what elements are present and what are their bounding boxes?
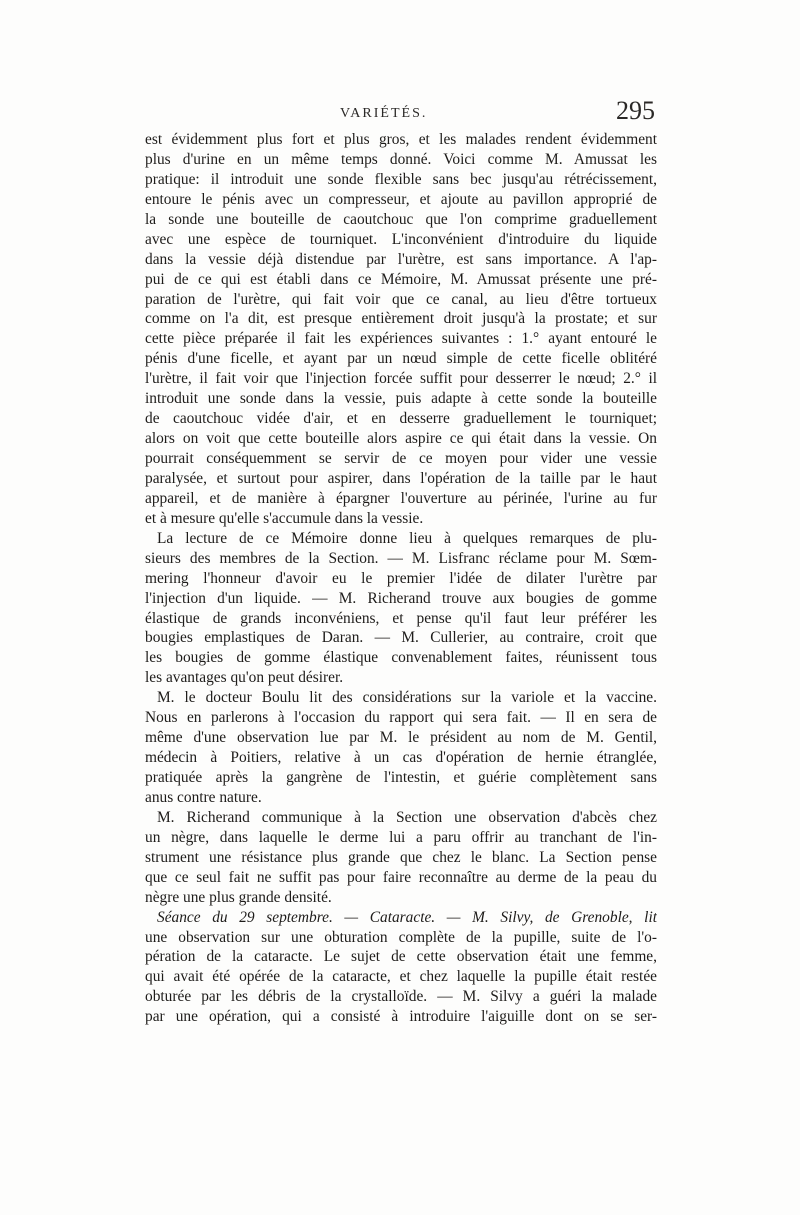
text-line: qui avait été opérée de la cataracte, et chez laquelle la pupille était restée xyxy=(145,968,657,986)
text-line: par une opération, qui a consisté à introduire l'aiguille dont on se ser- xyxy=(145,1008,657,1026)
text-line: entoure le pénis avec un compresseur, et ajoute au pavillon approprié de xyxy=(145,190,657,208)
text-line: plus d'urine en un même temps donné. Voici comme M. Amussat les xyxy=(145,150,657,168)
text-line: médecin à Poitiers, relative à un cas d'opération de hernie étranglée, xyxy=(145,749,657,767)
text-line: paralysée, et surtout pour aspirer, dans l'opération de la taille par le haut xyxy=(145,469,657,487)
text-line: pourrait conséquemment se servir de ce moyen pour vider une vessie xyxy=(145,450,657,467)
text-line: les avantages qu'on peut désirer. xyxy=(145,669,344,687)
text-line: obturée par les débris de la crystalloïde. — M. Silvy a guéri la malade xyxy=(145,988,657,1006)
text-line: pratique: il introduit une sonde flexible sans bec jusqu'au rétrécissement, xyxy=(145,170,657,188)
text-line: pération de la cataracte. Le sujet de cette observation était une femme, xyxy=(145,948,657,966)
text-line: M. Richerand communique à la Section une observation d'abcès chez xyxy=(157,808,657,826)
text-line: l'injection d'un liquide. — M. Richerand trouve aux bougies de gomme xyxy=(145,589,657,607)
text-line: M. le docteur Boulu lit des considérations sur la variole et la vaccine. xyxy=(157,689,657,707)
text-line: est évidemment plus fort et plus gros, et les malades rendent évidemment xyxy=(145,131,657,148)
text-line: dans la vessie déjà distendue par l'urètre, est sans importance. A l'ap- xyxy=(145,250,657,268)
text-line: l'urètre, il fait voir que l'injection forcée suffit pour desserrer le nœud; 2.° il xyxy=(145,370,657,388)
text-line: La lecture de ce Mémoire donne lieu à quelques remarques de plu- xyxy=(157,529,657,547)
text-line: une observation sur une obturation complète de la pupille, suite de l'o- xyxy=(145,928,657,946)
text-line: introduit une sonde dans la vessie, puis adapte à cette sonde la bouteille xyxy=(145,390,657,408)
text-line: Nous en parlerons à l'occasion du rapport qui sera fait. — Il en sera de xyxy=(145,709,657,727)
text-line: paration de l'urètre, qui fait voir que ce canal, au lieu d'être tortueux xyxy=(145,290,657,308)
text-line: et à mesure qu'elle s'accumule dans la vessie. xyxy=(145,509,424,527)
text-line: pui de ce qui est établi dans ce Mémoire, M. Amussat présente une pré- xyxy=(145,270,657,288)
body-text xyxy=(145,130,657,1027)
text-line: avec une espèce de tourniquet. L'inconvénient d'introduire du liquide xyxy=(145,230,657,248)
text-line: que ce seul fait ne suffit pas pour faire reconnaître au derme de la peau du xyxy=(145,868,657,886)
page-number: 295 xyxy=(616,96,655,125)
text-line: strument une résistance plus grande que chez le blanc. La Section pense xyxy=(145,848,657,866)
text-line: de caoutchouc vidée d'air, et en desserre graduellement le tourniquet; xyxy=(145,410,657,428)
text-line: appareil, et de manière à épargner l'ouverture au périnée, l'urine au fur xyxy=(145,489,657,507)
text-line: pratiquée après la gangrène de l'intestin, et guérie complètement sans xyxy=(145,769,657,786)
running-title: VARIÉTÉS. xyxy=(340,106,428,121)
text-line: sieurs des membres de la Section. — M. Lisfranc réclame pour M. Sœm- xyxy=(145,549,657,567)
text-line: nègre une plus grande densité. xyxy=(145,888,332,906)
text-line: élastique de grands inconvéniens, et pense qu'il faut leur préférer les xyxy=(145,609,657,627)
text-line: bougies emplastiques de Daran. — M. Cullerier, au contraire, croit que xyxy=(145,629,657,647)
running-head xyxy=(145,96,655,130)
text-line: anus contre nature. xyxy=(145,788,262,806)
text-line: alors on voit que cette bouteille alors aspire ce qui était dans la vessie. On xyxy=(145,430,657,448)
text-line: mering l'honneur d'avoir eu le premier l'idée de dilater l'urètre par xyxy=(145,569,657,587)
text-line: pénis d'une ficelle, et ayant par un nœud simple de cette ficelle oblitéré xyxy=(145,350,657,368)
text-line: un nègre, dans laquelle le derme lui a paru offrir au tranchant de l'in- xyxy=(145,828,657,846)
text-line: même d'une observation lue par M. le président au nom de M. Gentil, xyxy=(145,729,657,747)
text-line: la sonde une bouteille de caoutchouc que l'on comprime graduellement xyxy=(145,210,657,228)
text-line: comme on l'a dit, est presque entièrement droit jusqu'à la prostate; et sur xyxy=(145,310,657,328)
text-line: Séance du 29 septembre. — Cataracte. — M. Silvy, de Grenoble, lit xyxy=(157,908,657,926)
text-line: cette pièce préparée il fait les expériences suivantes : 1.° ayant entouré le xyxy=(145,330,657,348)
text-line: les bougies de gomme élastique convenablement faites, réunissent tous xyxy=(145,649,657,667)
